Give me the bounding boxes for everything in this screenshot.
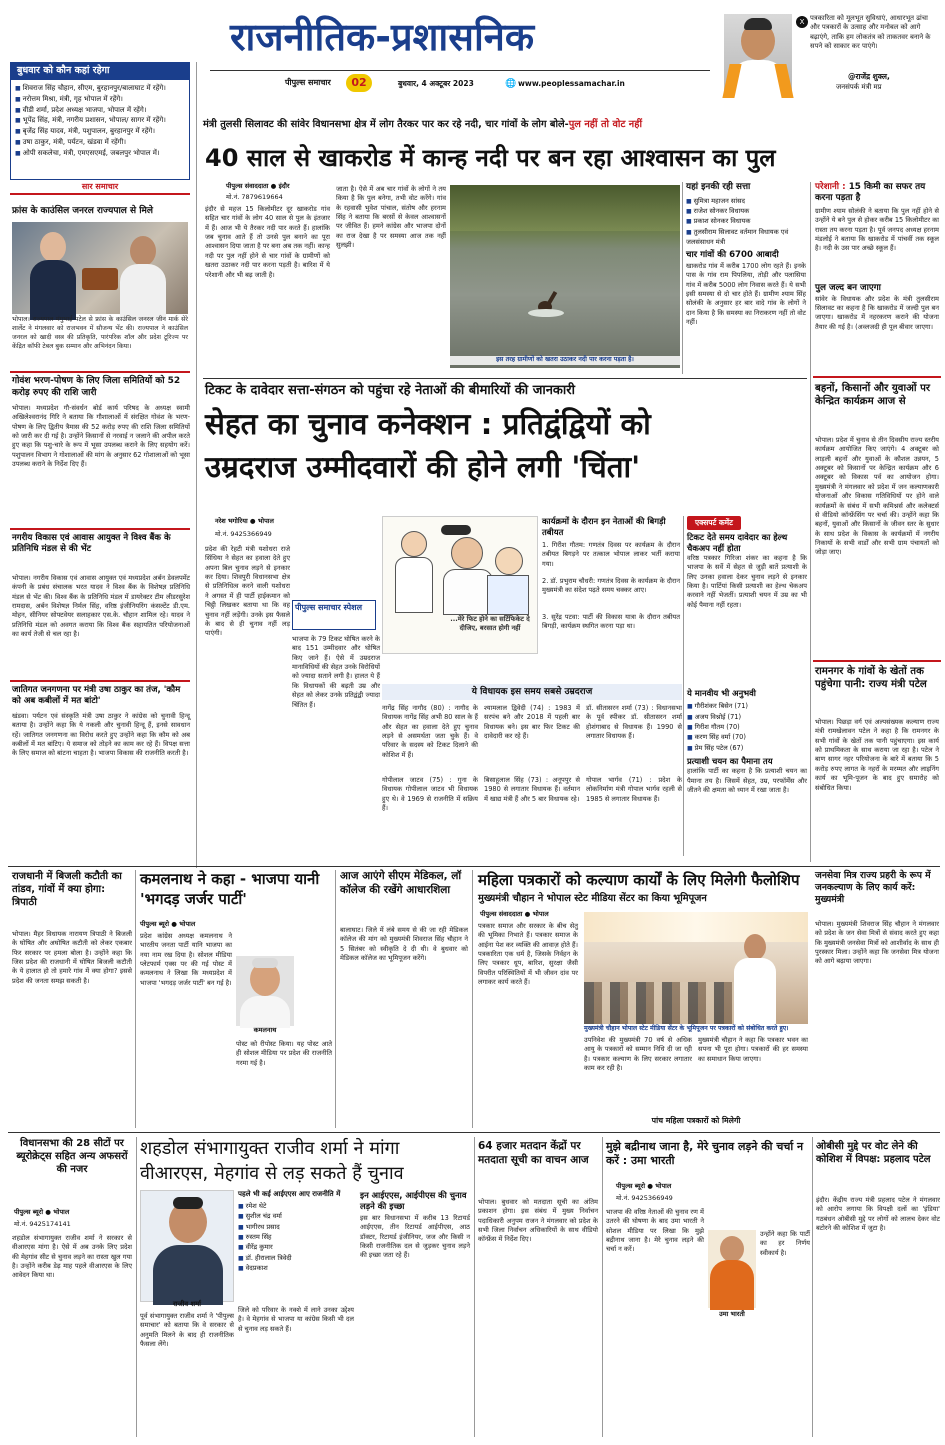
programs-heading: कार्यक्रमों के दौरान इन नेताओं की बिगड़ी तबीयत: [542, 516, 666, 537]
column-rule: [136, 1137, 137, 1437]
power-list: [686, 196, 806, 247]
oldest-item: गोपीलाल जाटव (75) : गुना के विधायक गोपीलाल जाटव भी विधायक हुए थे। वे 1969 से राजनीति में सक्रिय हैं।: [382, 776, 478, 813]
programs-item: 2. डॉ. प्रभुराम चौधरी: गणतंत्र दिवस के कार्यक्रम के दौरान मुख्यमंत्री का संदेश पढ़ते समय चक्कर आए।: [542, 576, 681, 595]
ias-wish-body: इस बार विधानसभा में करीब 13 रिटायर्ड आईएएस, तीन रिटायर्ड आईपीएस, आठ डॉक्टर, रिटायर्ड इंजीनियर, जज और किसी न किसी राजनीतिक दल से जुड़कर चुनाव लड़ने की इच्छा जता रहे हैं।: [360, 1213, 470, 1260]
oldest-heading-bar: [382, 684, 682, 700]
kamalnath-caption: कमलनाथ: [253, 1026, 277, 1034]
expert-heading: टिकट देते समय दावेदार का हेल्थ चैकअप नहीं होता: [687, 532, 788, 554]
oldest-item: गोपाल भार्गव (71) : प्रदेश के लोकनिर्माण मंत्री गोपाल भार्गव रहली से 1985 से लगातार विधायक हैं।: [586, 776, 682, 803]
divider: [203, 378, 807, 379]
programs-item: 1. गिरीश गौतम: गणतंत्र दिवस पर कार्यक्रम के दौरान तबीयत बिगड़ने पर तत्काल भोपाल लाकर भर्ती कराया गया।: [542, 540, 680, 568]
saar-samachar-label: [10, 182, 190, 195]
fellowship-body-col2: उपनिवेश की मुख्यमंत्री 70 वर्ष से अधिक आयु के पत्रकारों को सम्मान निधि दी जा रही है। पत्रकार कल्याण के लिए सरकार लगातार काम कर रही है।: [584, 1036, 692, 1073]
schedule-item: ■ उषा ठाकुर, मंत्री, पर्यटन, खंडवा में रहेंगी।: [15, 137, 185, 148]
column-rule: [135, 870, 136, 1128]
ias-wish-heading: इन आईएएस, आईपीएस की चुनाव लड़ने की इच्छा: [360, 1190, 467, 1211]
vrs-body: पूर्व संभागायुक्त राजीव शर्मा ने 'पीपुल्स समाचार' को बताया कि वे सरकार से अनुमति मिलने के बाद ही राजनीतिक फैसला लेंगे।: [140, 1312, 234, 1349]
minister-quote: पत्रकारिता को मूलभूत सुविधाएं, आधारभूत ढांचा और पत्रकारों के उत्साह और मनोबल को आगे बढ़ाएंगे, ताकि हम लोकतंत्र को ताकतवर बनाने के सपने को साकार कर पाएंगे।: [810, 14, 931, 51]
uma-bharti-byline: पीपुल्स ब्यूरो ● भोपाल: [616, 1182, 672, 1190]
lead-headline: 40 साल से खाकरोड में कान्ह नदी पर बन रहा आश्वासन का पुल: [205, 144, 776, 172]
rajeev-sharma-caption: राजीव शर्मा: [173, 1300, 201, 1308]
expert-box: [687, 516, 807, 686]
saar-samachar-text: सार समाचार: [81, 182, 119, 191]
news-usha-thakur-headline: जातिगत जनगणना पर मंत्री उषा ठाकुर का तंज, 'कौम को अब कबीलों में मत बांटो': [12, 685, 181, 707]
bureaucrats-byline: पीपुल्स ब्यूरो ● भोपाल: [14, 1208, 70, 1216]
ramnagar-headline: रामनगर के गांवों के खेतों तक पहुंचेगा पानी: राज्य मंत्री पटेल: [815, 666, 927, 691]
lead-body-col1: इंदौर से महज 15 किलोमीटर दूर खाकरोड गांव सहित चार गांवों के लोग 40 साल से पुल के इंतजार में हैं। आज भी ये तैरकर नदी पार करते हैं। हालांकि जब चुनाव आते हैं तो उनसे पुल बनाने का पूरा आश्वासन दिया जाता है पर बना अब तक नहीं। कान्ह नदी पर पुल नहीं होने से चार गांवों के ग्रामीणों को खतरा उठाकर नदी पार करना पड़ती है। बारिश में ये परेशानी और भी बढ़ जाती है।: [205, 205, 331, 279]
vrs-headline-line1: शहडोल संभागायुक्त राजीव शर्मा ने मांगा: [140, 1138, 400, 1159]
power-heading: यहां इनकी रही सत्ता: [686, 182, 751, 192]
fellowship-body: पत्रकार समाज और सरकार के बीच सेतु की भूमिका निभाते हैं। पत्रकार समाज के आईना पेश कर व्यक्ति की आवाज़ होते हैं। पत्रकारिता एक धर्म है, जिसके निर्वहन के लिए पत्रकार धूप, बारिश, सुरक्षा जैसी विपरीत परिस्थितियों में भी जीवन दांव पर लगाकर कार्य करते हैं।: [478, 922, 578, 987]
vrs-body-col2: जिले को परिवार के नक्शे में लाने उनका उद्देश्य है। वे मेहगांव से भाजपा या कांग्रेस किसी भी दल से चुनाव लड़ सकते हैं।: [238, 1306, 354, 1333]
column-rule: [683, 516, 684, 856]
minister-portrait: [724, 14, 792, 94]
ias-wish-box: [360, 1190, 470, 1344]
bridge-soon-heading: पुल जल्द बन जाएगा: [815, 282, 881, 293]
programs-item: 3. सुरेंद्र पटवा: पार्टी की विकास यात्रा के दौरान तबीयत बिगड़ी, कार्यक्रम स्थगित करना पड़ा था।: [542, 612, 680, 631]
divider: [813, 660, 941, 662]
masthead-underline: [210, 70, 710, 71]
schedule-item: ■ शिवराज सिंह चौहान, सीएम, बुरहानपुर/बालाघाट में रहेंगे।: [15, 83, 185, 94]
health-headline-line2: उम्रदराज उम्मीदवारों की होने लगी 'चिंता': [205, 450, 641, 484]
ias-list-item: ■ वेदप्रकाश: [238, 1263, 354, 1273]
column-rule: [812, 1137, 813, 1437]
column-rule: [472, 870, 473, 1128]
kamalnath-headline: कमलनाथ ने कहा - भाजपा यानी 'भगदड़ जर्जर पार्टी': [140, 870, 320, 908]
media-centre-photo: [584, 912, 808, 1024]
news-gauvansh-headline: गोवंश भरण-पोषण के लिए जिला समितियों को 52 करोड़ रुपए की राशि जारी: [12, 376, 181, 398]
experienced-item: ■ करण सिंह वर्मा (70): [687, 732, 807, 742]
special-stamp: [292, 600, 376, 630]
fellowship-body-col3: मुख्यमंत्री चौहान ने कहा कि पत्रकार भवन का सपना भी पूरा होगा। पत्रकारों की हर समस्या का समाधान किया जाएगा।: [698, 1036, 808, 1063]
paper-name: पीपुल्स समाचार: [285, 78, 331, 87]
expert-tag: एक्सपर्ट कमेंट: [687, 516, 741, 530]
bureaucrats-box: [12, 1137, 132, 1176]
column-rule: [335, 870, 336, 1128]
fellowship-byline: पीपुल्स संवाददाता ● भोपाल: [480, 910, 549, 918]
schedule-item: ■ भूपेंद्र सिंह, मंत्री, नगरीय प्रशासन, भोपाल/ सागर में रहेंगे।: [15, 115, 185, 126]
right-col-problem: [815, 182, 939, 351]
divider: [10, 528, 190, 530]
problem-label: परेशानी :: [815, 182, 846, 192]
power-item: ■ राजेश सोनकर विधायक: [686, 206, 806, 216]
lead-mobile: मो.नं. 7879619664: [226, 193, 283, 201]
ias-list-item: ■ सुशील चंद्र वर्मा: [238, 1211, 354, 1221]
news-gauvansh-body: भोपाल। मध्यप्रदेश गौ-संवर्धन बोर्ड कार्य परिषद के अध्यक्ष स्वामी अखिलेश्वरानंद गिरि ने बताया कि गौशालाओं में संरक्षित गोवंश के भरण-पोषण के लिए द्वितीय त्रैमास की 52 करोड़ रुपए की राशि जिला समितियों को जारी कर दी गई है। उन्होंने किसानों से नरवाई न जलाने की अपील करते हुए कहा कि पशु-चारे के रूप में भूसा उपलब्ध कराने के लिए सहयोग करें। पशुपालन विभाग ने गोशालाओं की मांग के अनुसार 62 गोशालाओं को भूसा उपलब्ध कराने के निर्देश दिए हैं।: [12, 404, 190, 469]
kamalnath-body-col2: पोस्ट को रीपोस्ट किया। यह पोस्ट आते ही सोशल मीडिया पर प्रदेश की राजनीति गरमा गई है।: [236, 1040, 332, 1067]
prahlad-body: इंदौर। केंद्रीय राज्य मंत्री प्रहलाद पटेल ने मंगलवार को आरोप लगाया कि विपक्षी दलों का 'इंडिया' गठबंधन ओबीसी मुद्दे पर लोगों को लालच देकर वोट बटोरने की कोशिश में जुटा है।: [816, 1196, 940, 1233]
uma-bharti-headline: मुझे बद्रीनाथ जाना है, मेरे चुनाव लड़ने की चर्चा न करें : उमा भारती: [606, 1140, 804, 1168]
oldest-legislators: [382, 684, 682, 862]
schedule-item: ■ बृजेंद्र सिंह यादव, मंत्री, पशुपालन, बुरहानपुर में रहेंगे।: [15, 126, 185, 137]
programs-box: [542, 516, 680, 681]
health-kicker: टिकट के दावेदार सत्ता-संगठन को पहुंचा रहे नेताओं की बीमारियों की जानकारी: [205, 383, 575, 398]
divider: [813, 376, 941, 378]
program-headline: बहनों, किसानों और युवाओं पर केन्द्रित कार्यक्रम आज से: [815, 383, 931, 408]
prahlad-headline: ओबीसी मुद्दे पर वोट लेने की कोशिश में विपक्ष: प्रहलाद पटेल: [816, 1141, 931, 1165]
problem-body: ग्रामीण श्याम सोलंकी ने बताया कि पुल नहीं होने से उन्होंने ये बने पुल से होकर करीब 15 किलोमीटर का रास्ता तय करना पड़ता है। पूर्व जनपद अध्यक्ष हरनाम मंडलोई ने बताया कि खाकरोड में पांचवीं तक स्कूल है। नदी के उस पार अच्छे स्कूल हैं।: [815, 206, 939, 253]
divider: [8, 866, 940, 867]
uma-bharti-body-col2: उन्होंने कहा कि पार्टी का हर निर्णय स्वीकार्य है।: [760, 1230, 810, 1257]
population-body: खाकरोड गांव में करीब 1700 लोग रहते हैं। इनके पास के गांव राम पिपलिया, तोड़ी और पलासिया गांव में करीब 5000 लोग निवास करते हैं। ये सभी इसी समस्या से दो चार होते हैं। ग्रामीण श्याम सिंह सोलंकी के अनुसार हर बार वादे गांव के लोगों ने दान किया है कि समस्या का निराकरण नहीं तो वोट नहीं।: [686, 261, 806, 327]
issue-date: बुधवार, 4 अक्टूबर 2023: [398, 79, 474, 88]
media-centre-caption: मुख्यमंत्री चौहान भोपाल स्टेट मीडिया सेंटर के भूमिपूजन पर पत्रकारों को संबोधित करते हुए।: [584, 1025, 789, 1032]
program-body: भोपाल। प्रदेश में चुनाव से तीन दिवसीय राज्य स्तरीय कार्यक्रम आयोजित किए जाएंगे। 4 अक्टूबर को लाड़ली बहनों और युवाओं के कौशल उन्नयन, 5 अक्टूबर को किसानों पर केन्द्रित कार्यक्रम और 6 अक्टूबर को विकास पर्व का आयोजन होगा। मुख्यमंत्री ने मंगलवार को प्रदेश में जन कल्याणकारी योजनाओं और विकास गतिविधियों पर होने वाले कार्यक्रमों के संबंध में सभी कमिश्नर्स और कलेक्टर्स से वीडियो कॉन्फ्रेंसिंग पर चर्चा की। उन्होंने कहा कि बहनों, युवाओं और किसानों के जीवन स्तर के सुधार के साथ प्रदेश के विकास के कार्यक्रमों में नगरीय निकायों के सभी वार्डों और सभी ग्राम पंचायतों को जोड़ा जाए।: [815, 436, 939, 557]
news-worldbank-body: भोपाल। नगरीय विकास एवं आवास आयुक्त एवं मध्यप्रदेश अर्बन डेवलपमेंट कंपनी के प्रबंध संचालक भरत यादव ने विश्व बैंक के विशेषज्ञ प्रतिनिधि मंडल से भेंट की। विश्व बैंक के प्रतिनिधि मंडल में डायरेक्टर टीम लीडरसुरेश रामदास, अर्बन विशेषज्ञ निर्मल सिंह, वरिष्ठ इंजीनियरिंग कंसल्टेंट डी.एम. मोहन, सीनियर सोफ्टवेयर सलाहकार एस.के. चौहान शामिल रहे। यादव ने प्रतिनिधि मंडल को अवगत कराया कि विश्व बैंक सहायतित परियोजनाओं का कार्य तेजी से चल रहा है।: [12, 574, 190, 639]
bureaucrats-body: शहडोल संभागायुक्त राजीव शर्मा ने सरकार से वीआरएस मांगा है। ऐसे में अब उनके लिए प्रदेश की मेहगांव सीट से चुनाव लड़ने का रास्ता खुल गया है। उन्होंने करीब डेढ़ माह पहले वीआरएस के लिए आवेदन किया था।: [12, 1234, 132, 1280]
top-strip: [203, 118, 938, 138]
bureaucrats-headline: विधानसभा की 28 सीटों पर ब्यूरोक्रेट्स सहित अन्य अफसरों की नजर: [16, 1138, 128, 1175]
uma-bharti-caption: उमा भारती: [719, 1310, 745, 1318]
uma-bharti-mobile: मो.नं. 9425366949: [616, 1194, 673, 1202]
quote-role: जनसंपर्क मंत्री मप्र: [836, 83, 882, 91]
ias-list-box: [238, 1190, 354, 1300]
ias-list-item: ■ डॉ. हीरालाल त्रिवेदी: [238, 1253, 354, 1263]
river-photo-caption: इस तरह ग्रामीणों को खतरा उठाकर नदी पार करना पड़ता है।: [450, 356, 680, 365]
cartoon-speech: ...मेरे फिट होने का सर्टिफिकेट दे दीजिए, बरसात होगी नहीं: [450, 615, 530, 632]
ias-list-item: ■ भागीरथ प्रसाद: [238, 1222, 354, 1232]
ias-list-item: ■ वीरेंद्र कुमार: [238, 1242, 354, 1252]
uma-bharti-photo: [708, 1230, 756, 1308]
population-heading: चार गांवों की 6700 आबादी: [686, 250, 779, 261]
lead-byline: पीपुल्स संवाददाता ● इंदौर: [226, 182, 290, 190]
power-item: ■ तुलसीराम सिलावट वर्तमान विधायक एवं जलसंसाधन मंत्री: [686, 227, 806, 248]
schedule-item: ■ नरोत्तम मिश्रा, मंत्री, गृह भोपाल में रहेंगे।: [15, 94, 185, 105]
fellowship-subheadline: मुख्यमंत्री चौहान ने भोपाल स्टेट मीडिया सेंटर का किया भूमिपूजन: [478, 893, 707, 904]
experienced-box: [687, 688, 807, 858]
oldest-heading: ये विधायक इस समय सबसे उम्रदराज: [471, 687, 593, 697]
kamalnath-photo: [236, 956, 294, 1026]
jansewa-headline: जनसेवा मित्र राज्य प्रहरी के रूप में जनकल्याण के लिए कार्य करें: मुख्यमंत्री: [815, 870, 931, 905]
doctor-cartoon: [382, 516, 538, 654]
problem-heading-text: 15 किमी का सफर तय करना पड़ता है: [815, 182, 926, 204]
fellowship-tail: पांच महिला पत्रकारों को मिलेगी: [651, 1116, 741, 1125]
oldest-item: बिसाहूलाल सिंह (73) : अनूपपुर से 1980 से लगातार विधायक हैं। वर्तमान में खाद्य मंत्री हैं और 5 बार विधायक रहे।: [484, 776, 580, 803]
experienced-item: ■ प्रेम सिंह पटेल (67): [687, 743, 807, 753]
quote-author: @राजेंद्र शुक्ल,: [848, 72, 890, 81]
voter-list-body: भोपाल। बुधवार को मतदाता सूची का अंतिम प्रकाशन होगा। इस संबंध में मुख्य निर्वाचन पदाधिकारी अनुपम राजन ने मंगलवार को प्रदेश के सभी जिला निर्वाचन अधिकारियों के साथ वीडियो कॉन्फ्रेंस में निर्देश दिए।: [478, 1198, 598, 1244]
divider: [10, 680, 190, 682]
experienced-item: ■ गौरीशंकर बिसेन (71): [687, 701, 807, 711]
lead-body-col2: जाता है। ऐसे में अब चार गांवों के लोगों ने तय किया है कि पुल बनेगा, तभी वोट करेंगे। गांव के रहवासी भुवेश पांचाल, संतोष और हरनाम सिंह ने बताया कि बरसों से केवल आश्वासनों पर जीवित हैं। हमने कांग्रेस और भाजपा दोनों का राज देखा है पर समस्या आज तक नहीं सुलझी।: [336, 185, 446, 250]
globe-icon: 🌐: [505, 79, 517, 89]
oldest-item: श्यामलाल द्विवेदी (74) : 1983 में सरपंच बने और 2018 में पहली बार विधायक बने। इस बार फिर टिकट की दावेदारी कर रहे हैं।: [484, 704, 580, 741]
rajeev-sharma-photo: [140, 1190, 234, 1302]
power-item: ■ सुमित्रा महाजन सांसद: [686, 196, 806, 206]
criteria-heading: प्रत्याशी चयन का पैमाना तय: [687, 755, 773, 766]
kamalnath-body: प्रदेश कांग्रेस अध्यक्ष कमलनाथ ने भारतीय जनता पार्टी यानि भाजपा का नया नाम रख दिया है। सोशल मीडिया प्लेटफार्म एक्स पर की गई पोस्ट में कमलनाथ ने लिखा कि मध्यप्रदेश में भाजपा 'भगदड़ जर्जर पार्टी' बन गई है।: [140, 932, 232, 987]
experienced-item: ■ गिरीश गौतम (70): [687, 722, 807, 732]
health-headline-line1: सेहत का चुनाव कनेक्शन : प्रतिद्वंद्वियों को: [205, 407, 651, 441]
problem-heading: [815, 182, 939, 205]
expert-body: वरिष्ठ पत्रकार गिरिजा शंकर का कहना है कि भाजपा के सर्वे में सेहत से जुड़ी बातें प्रत्याशी के लिए उनका हवाला देकर चुनाव लड़ने से इनकार किया है। पार्टियां किसी प्रत्याशी का हेल्थ चेकअप करवाने नहीं भेजतीं। प्रत्याशी चयन में उम्र का भी कोई पैमाना नहीं रहता।: [687, 553, 807, 609]
ramnagar-body: भोपाल। पिछड़ा वर्ग एवं अल्पसंख्यक कल्याण राज्य मंत्री रामखेलावन पटेल ने कहा है कि रामनगर के सभी गांवों के खेतों तक पानी पहुंचाएगा। इस कार्य को प्राथमिकता के साथ कराया जा रहा है। पटेल ने बाण सागर नहर परियोजना के बारे में बताया कि 5 करोड़ रुपए लागत के नहरों के मरम्मत और लाइनिंग कार्य का भूमि-पूजन के बाद हुए समारोह को संबोधित किया।: [815, 718, 939, 792]
sidebar-schedule: [10, 62, 190, 180]
top-strip-highlight: पुल नहीं तो वोट नहीं: [568, 119, 642, 130]
schedule-item: ■ ओपी सकलेचा, मंत्री, एमएसएमई, जबलपुर भोपाल में।: [15, 148, 185, 159]
ias-list-item: ■ रमेश थेटे: [238, 1201, 354, 1211]
uma-bharti-body: भाजपा की वरिष्ठ नेताओं की चुनाव रण में उतरने की घोषणा के बाद उमा भारती ने सोशल मीडिया पर लिखा कि मुझे बद्रीनाथ जाना है। मेरे चुनाव लड़ने की चर्चा न करें।: [606, 1208, 704, 1254]
oldest-item: नागेंद्र सिंह नागौद (80) : नागौद के विधायक नागेंद्र सिंह अभी 80 साल के हैं और सेहत का हवाला देते हुए चुनाव लड़ने से असमर्थता जता चुके हैं। वे परिवार के सदस्य को टिकट दिलाने की कोशिश में हैं।: [382, 704, 478, 759]
fellowship-headline: महिला पत्रकारों को कल्याण कार्यों के लिए मिलेगी फैलोशिप: [478, 871, 800, 889]
oldest-item: डॉ. सीतासरन शर्मा (73) : विधानसभा के पूर्व स्पीकर डॉ. सीतासरन शर्मा होशंगाबाद से विधायक हैं। 1990 से लगातार विधायक हैं।: [586, 704, 682, 741]
governor-meeting-photo: [12, 222, 188, 314]
column-rule: [682, 182, 683, 374]
experienced-list: [687, 701, 807, 752]
news-usha-thakur-body: खंडवा। पर्यटन एवं संस्कृति मंत्री उषा ठाकुर ने कांग्रेस को चुनावी हिन्दू बताया है। उन्होंने कहा कि ये नकली और चुनावी हिन्दू हैं, इनसे सावधान रहें। जातिगत जनगणना का विरोध करते हुए उन्होंने कहा कि कौम को अब कबीलों में मत बांटिए। ये समाज को तोड़ने का काम कर रहे हैं। विपक्ष सत्ता के लिए समाज को बांटना चाहता है। भाजपा विकास की राजनीति करती है।: [12, 712, 190, 758]
cm-medical-body: बालाघाट। जिले में लंबे समय से की जा रही मेडिकल कॉलेज की मांग को मुख्यमंत्री शिवराज सिंह चौहान ने 5 सितंबर को स्वीकृति दे दी थी। वे बुधवार को मेडिकल कॉलेज का भूमिपूजन करेंगे।: [340, 926, 468, 963]
news-france-headline: फ्रांस के काउंसिल जनरल राज्यपाल से मिले: [12, 206, 154, 216]
divider: [10, 371, 190, 373]
news-france-caption: भोपाल। राज्यपाल मंगुभाई पटेल से फ्रांस के काउंसिल जनरल जीन मार्क सेरे शार्लेट ने मंगलवार को राजभवन में सौजन्य भेंट की। राज्यपाल ने काउंसिल जनरल को खादी वस्त्र की प्रतिकृति, पारंपरिक शॉल और प्रदेश टूरिज्म पर केंद्रित कॉफी टेबल बुक सम्मान और अभिनंदन किया।: [12, 316, 188, 350]
health-body-col2: भाजपा के 79 टिकट घोषित करने के बाद 151 उम्मीदवार और घोषित किए जाने हैं। ऐसे में उम्रदराज मानाविधियों की सेहत उनके विरोधियों को ज्यादा सताने लगी है। हालत ये हैं कि विधायकों की बढ़ती उम्र और सेहत को लेकर उनके प्रतिद्वंद्वी ज्यादा चिंतित हैं।: [292, 635, 380, 709]
kamalnath-byline: पीपुल्स ब्यूरो ● भोपाल: [140, 920, 196, 928]
website-link[interactable]: www.peoplessamachar.in: [518, 79, 625, 88]
lead-sidebar: [686, 182, 806, 377]
health-byline: नरेश भगोरिया ● भोपाल: [215, 517, 274, 525]
ias-list-item: ■ रुस्तम सिंह: [238, 1232, 354, 1242]
section-title: राजनीतिक-प्रशासनिक: [230, 15, 535, 59]
experienced-heading: ये मानवीय भी अनुभवी: [687, 688, 756, 698]
power-item: ■ प्रकाश सोनकर विधायक: [686, 216, 806, 226]
schedule-list: [11, 80, 189, 162]
top-strip-text: मंत्री तुलसी सिलावट की सांवेर विधानसभा क्षेत्र में लोग तैरकर पार कर रहे नदी, चार गांवों के लोग बोले-: [203, 119, 569, 130]
schedule-heading: बुधवार को कौन कहां रहेगा: [11, 63, 189, 80]
x-social-icon: X: [796, 16, 808, 28]
ias-list-heading: पहले भी कई आईएएस आए राजनीति में: [238, 1190, 341, 1198]
voter-list-headline: 64 हजार मतदान केंद्रों पर मतदाता सूची का वाचन आज: [478, 1140, 589, 1166]
column-rule: [602, 1137, 603, 1437]
page-number: 02: [346, 74, 372, 92]
river-crossing-photo: [450, 185, 680, 368]
experienced-item: ■ अजय विश्नोई (71): [687, 712, 807, 722]
health-mobile: मो.नं. 9425366949: [215, 530, 272, 538]
jansewa-body: भोपाल। मुख्यमंत्री शिवराज सिंह चौहान ने मंगलवार को प्रदेश के जन सेवा मित्रों से संवाद करते हुए कहा कि मुख्यमंत्री जनसेवा मित्रों को आशीर्वाद के साथ ही पुरस्कार मिला। उन्होंने कहा कि जनसेवा मित्र योजना को आगे बढ़ाया जाएगा।: [815, 920, 939, 966]
news-worldbank-headline: नगरीय विकास एवं आवास आयुक्त ने विश्व बैंक के प्रतिनिधि मंडल से की भेंट: [12, 533, 171, 555]
ias-list: [238, 1201, 354, 1273]
bridge-soon-body: सांवेर के विधायक और प्रदेश के मंत्री तुलसीराम सिलावट का कहना है कि खाकरोड में जल्दी पुल बन जाएगा। खाकरोड में नहरकरण कराने की योजना तैयार की गई है। (अव्लजदी ही पूल बीवार जाएगा।: [815, 294, 939, 331]
column-rule: [474, 1137, 475, 1437]
power-cut-headline: राजधानी में बिजली कटौती का तांडव, गांवों में क्या होगा: त्रिपाठी: [12, 871, 122, 909]
power-cut-body: भोपाल। मैहर विधायक नारायण त्रिपाठी ने बिजली के घोषित और अघोषित कटौती को लेकर एकबार फिर सरकार पर हमला बोला है। उन्होंने कहा कि जिस प्रदेश की राजधानी में घोषित बिजली कटौती के ये हालात हो तो हमारे गांव में क्या होगा? इससे प्रदेश की जनता समझ सकती है।: [12, 930, 132, 985]
column-rule: [810, 182, 811, 862]
cm-medical-headline: आज आएंगे सीएम मेडिकल, लॉ कॉलेज की रखेंगे आधारशिला: [340, 870, 462, 896]
vrs-headline-line2: वीआरएस, मेहगांव से लड़ सकते हैं चुनाव: [140, 1163, 404, 1184]
special-stamp-text: पीपुल्स समाचार स्पेशल: [295, 603, 363, 612]
criteria-body: हालांकि पार्टी का कहना है कि प्रत्याशी चयन का पैमाना तय है। जिसमें सेहत, उम्र, परफॉर्मेंस और जीतने की क्षमता को ध्यान में रखा जाता है।: [687, 767, 807, 794]
divider: [8, 1132, 940, 1133]
health-body-col1: प्रदेश की रेहटी मंत्री यशोधरा राजे सिंधिया ने सेहत का हवाला देते हुए अपना बिल चुनाव लड़ने से इनकार कर दिया। शिवपुरी विधानसभा क्षेत्र से प्रतिनिधित्व करने वाली यशोधरा ने अगस्त में ही पार्टी हाईकमान को चिट्ठी लिखकर बताया था कि वह चुनाव नहीं लड़ेंगी। उनके इस फैसले के बाद से ही चुनाव नहीं लड़ पाएंगी।: [205, 545, 290, 638]
column-rule: [196, 62, 197, 868]
bureaucrats-mobile: मो.नं. 9425174141: [14, 1220, 71, 1228]
schedule-item: ■ वीडी शर्मा, प्रदेश अध्यक्ष भाजपा, भोपाल में रहेंगे।: [15, 105, 185, 116]
